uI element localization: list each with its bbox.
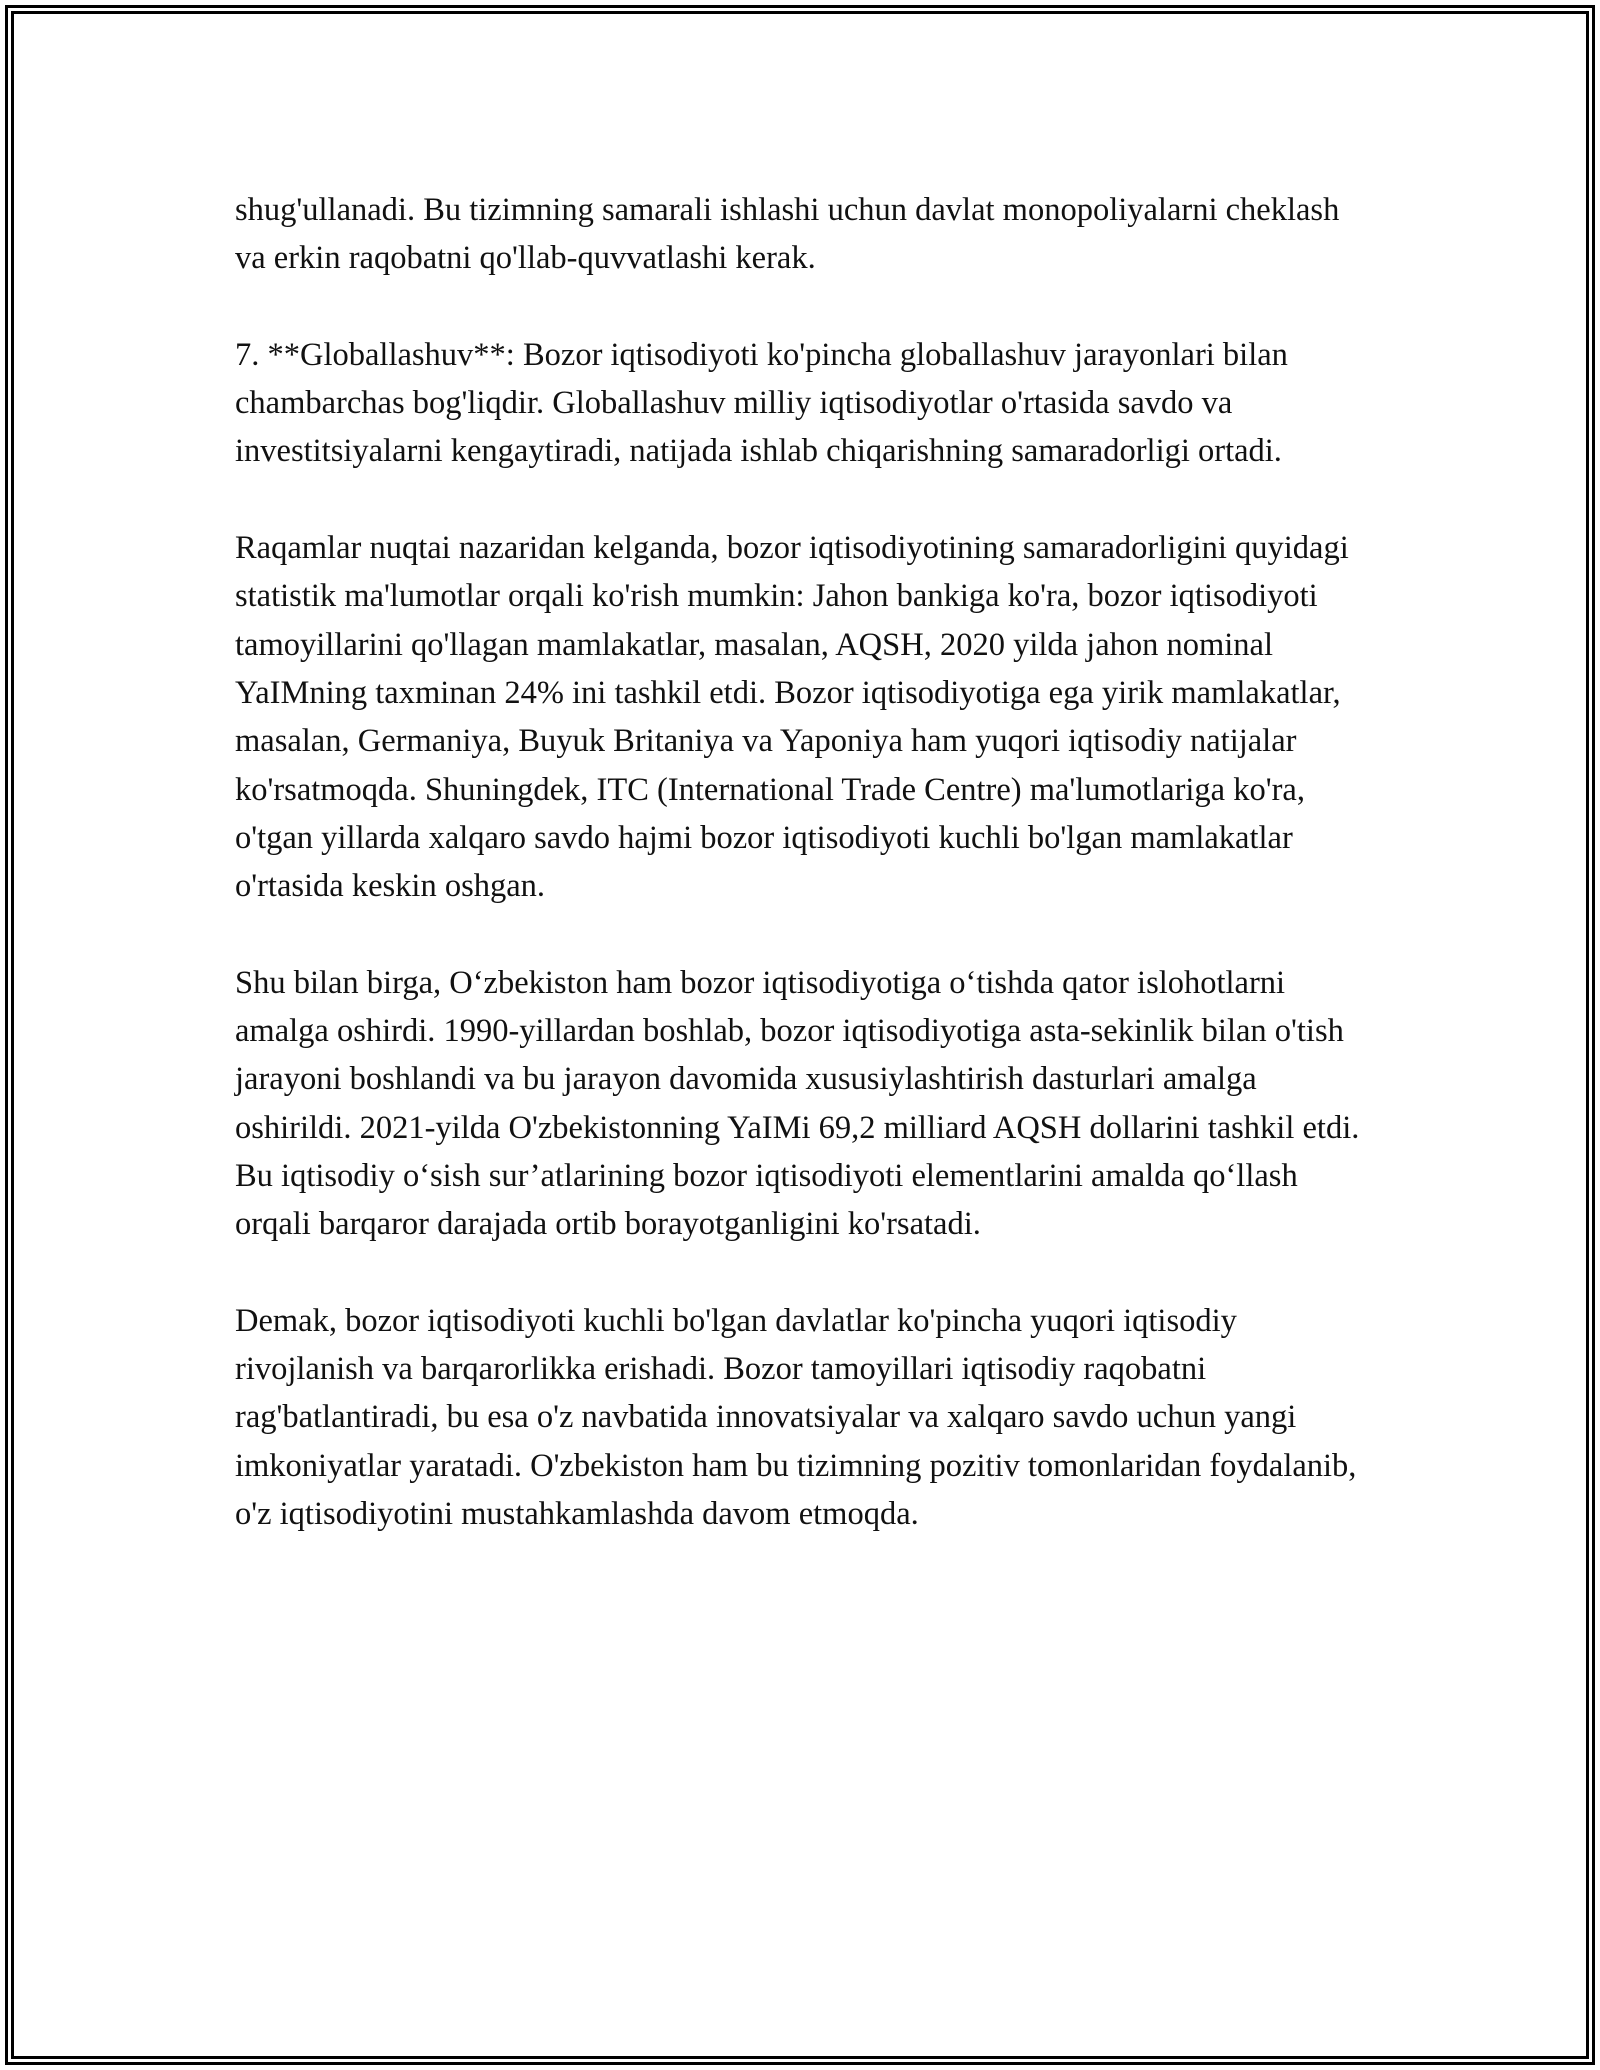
paragraph-conclusion: Demak, bozor iqtisodiyoti kuchli bo'lgan davlatlar ko'pincha yuqori iqtisodiy rivojlanish va barqarorlikka erishadi. Bozor tamoyillari iqtisodiy raqobatni rag'batlantiradi, bu esa o'z navbatida innovatsiyalar va xalqaro savdo uchun yangi imkoniyatlar yaratadi. O'zbekiston ham bu tizimning pozitiv tomonlaridan foydalanib, o'z iqtisodiyotini mustahkamlashda davom etmoqda. — [235, 1302, 1357, 1533]
paragraph-globallashuv: 7. **Globallashuv**: Bozor iqtisodiyoti ko'pincha globallashuv jarayonlari bilan chambarchas bog'liqdir. Globallashuv milliy iqtisodiyotlar o'rtasida savdo va investitsiyalarni kengaytiradi, natijada ishlab chiqarishning samaradorligi ortadi. — [235, 336, 1288, 470]
document-body — [235, 186, 1375, 1587]
paragraph-statistics: Raqamlar nuqtai nazaridan kelganda, bozor iqtisodiyotining samaradorligini quyidagi statistik ma'lumotlar orqali ko'rish mumkin: Jahon bankiga ko'ra, bozor iqtisodiyoti tamoyillarini qo'llagan mamlakatlar, masalan, AQSH, 2020 yilda jahon nominal YaIMning taxminan 24% ini tashkil etdi. Bozor iqtisodiyotiga ega yirik mamlakatlar, masalan, Germaniya, Buyuk Britaniya va Yaponiya ham yuqori iqtisodiy natijalar ko'rsatmoqda. Shuningdek, ITC (International Trade Centre) ma'lumotlariga ko'ra, o'tgan yillarda xalqaro savdo hajmi bozor iqtisodiyoti kuchli bo'lgan mamlakatlar o'rtasida keskin oshgan. — [235, 530, 1349, 905]
paragraph-continuation: shug'ullanadi. Bu tizimning samarali ishlashi uchun davlat monopoliyalarni cheklash va erkin raqobatni qo'llab-quvvatlashi kerak. — [235, 192, 1340, 277]
paragraph-uzbekistan: Shu bilan birga, O‘zbekiston ham bozor iqtisodiyotiga o‘tishda qator islohotlarni amalga oshirdi. 1990-yillardan boshlab, bozor iqtisodiyotiga asta-sekinlik bilan o'tish jarayoni boshlandi va bu jarayon davomida xususiylashtirish dasturlari amalga oshirildi. 2021-yilda O'zbekistonning YaIMi 69,2 milliard AQSH dollarini tashkil etdi. Bu iqtisodiy o‘sish sur’atlarining bozor iqtisodiyoti elementlarini amalda qo‘llash orqali barqaror darajada ortib borayotganligini ko'rsatadi. — [235, 964, 1360, 1243]
